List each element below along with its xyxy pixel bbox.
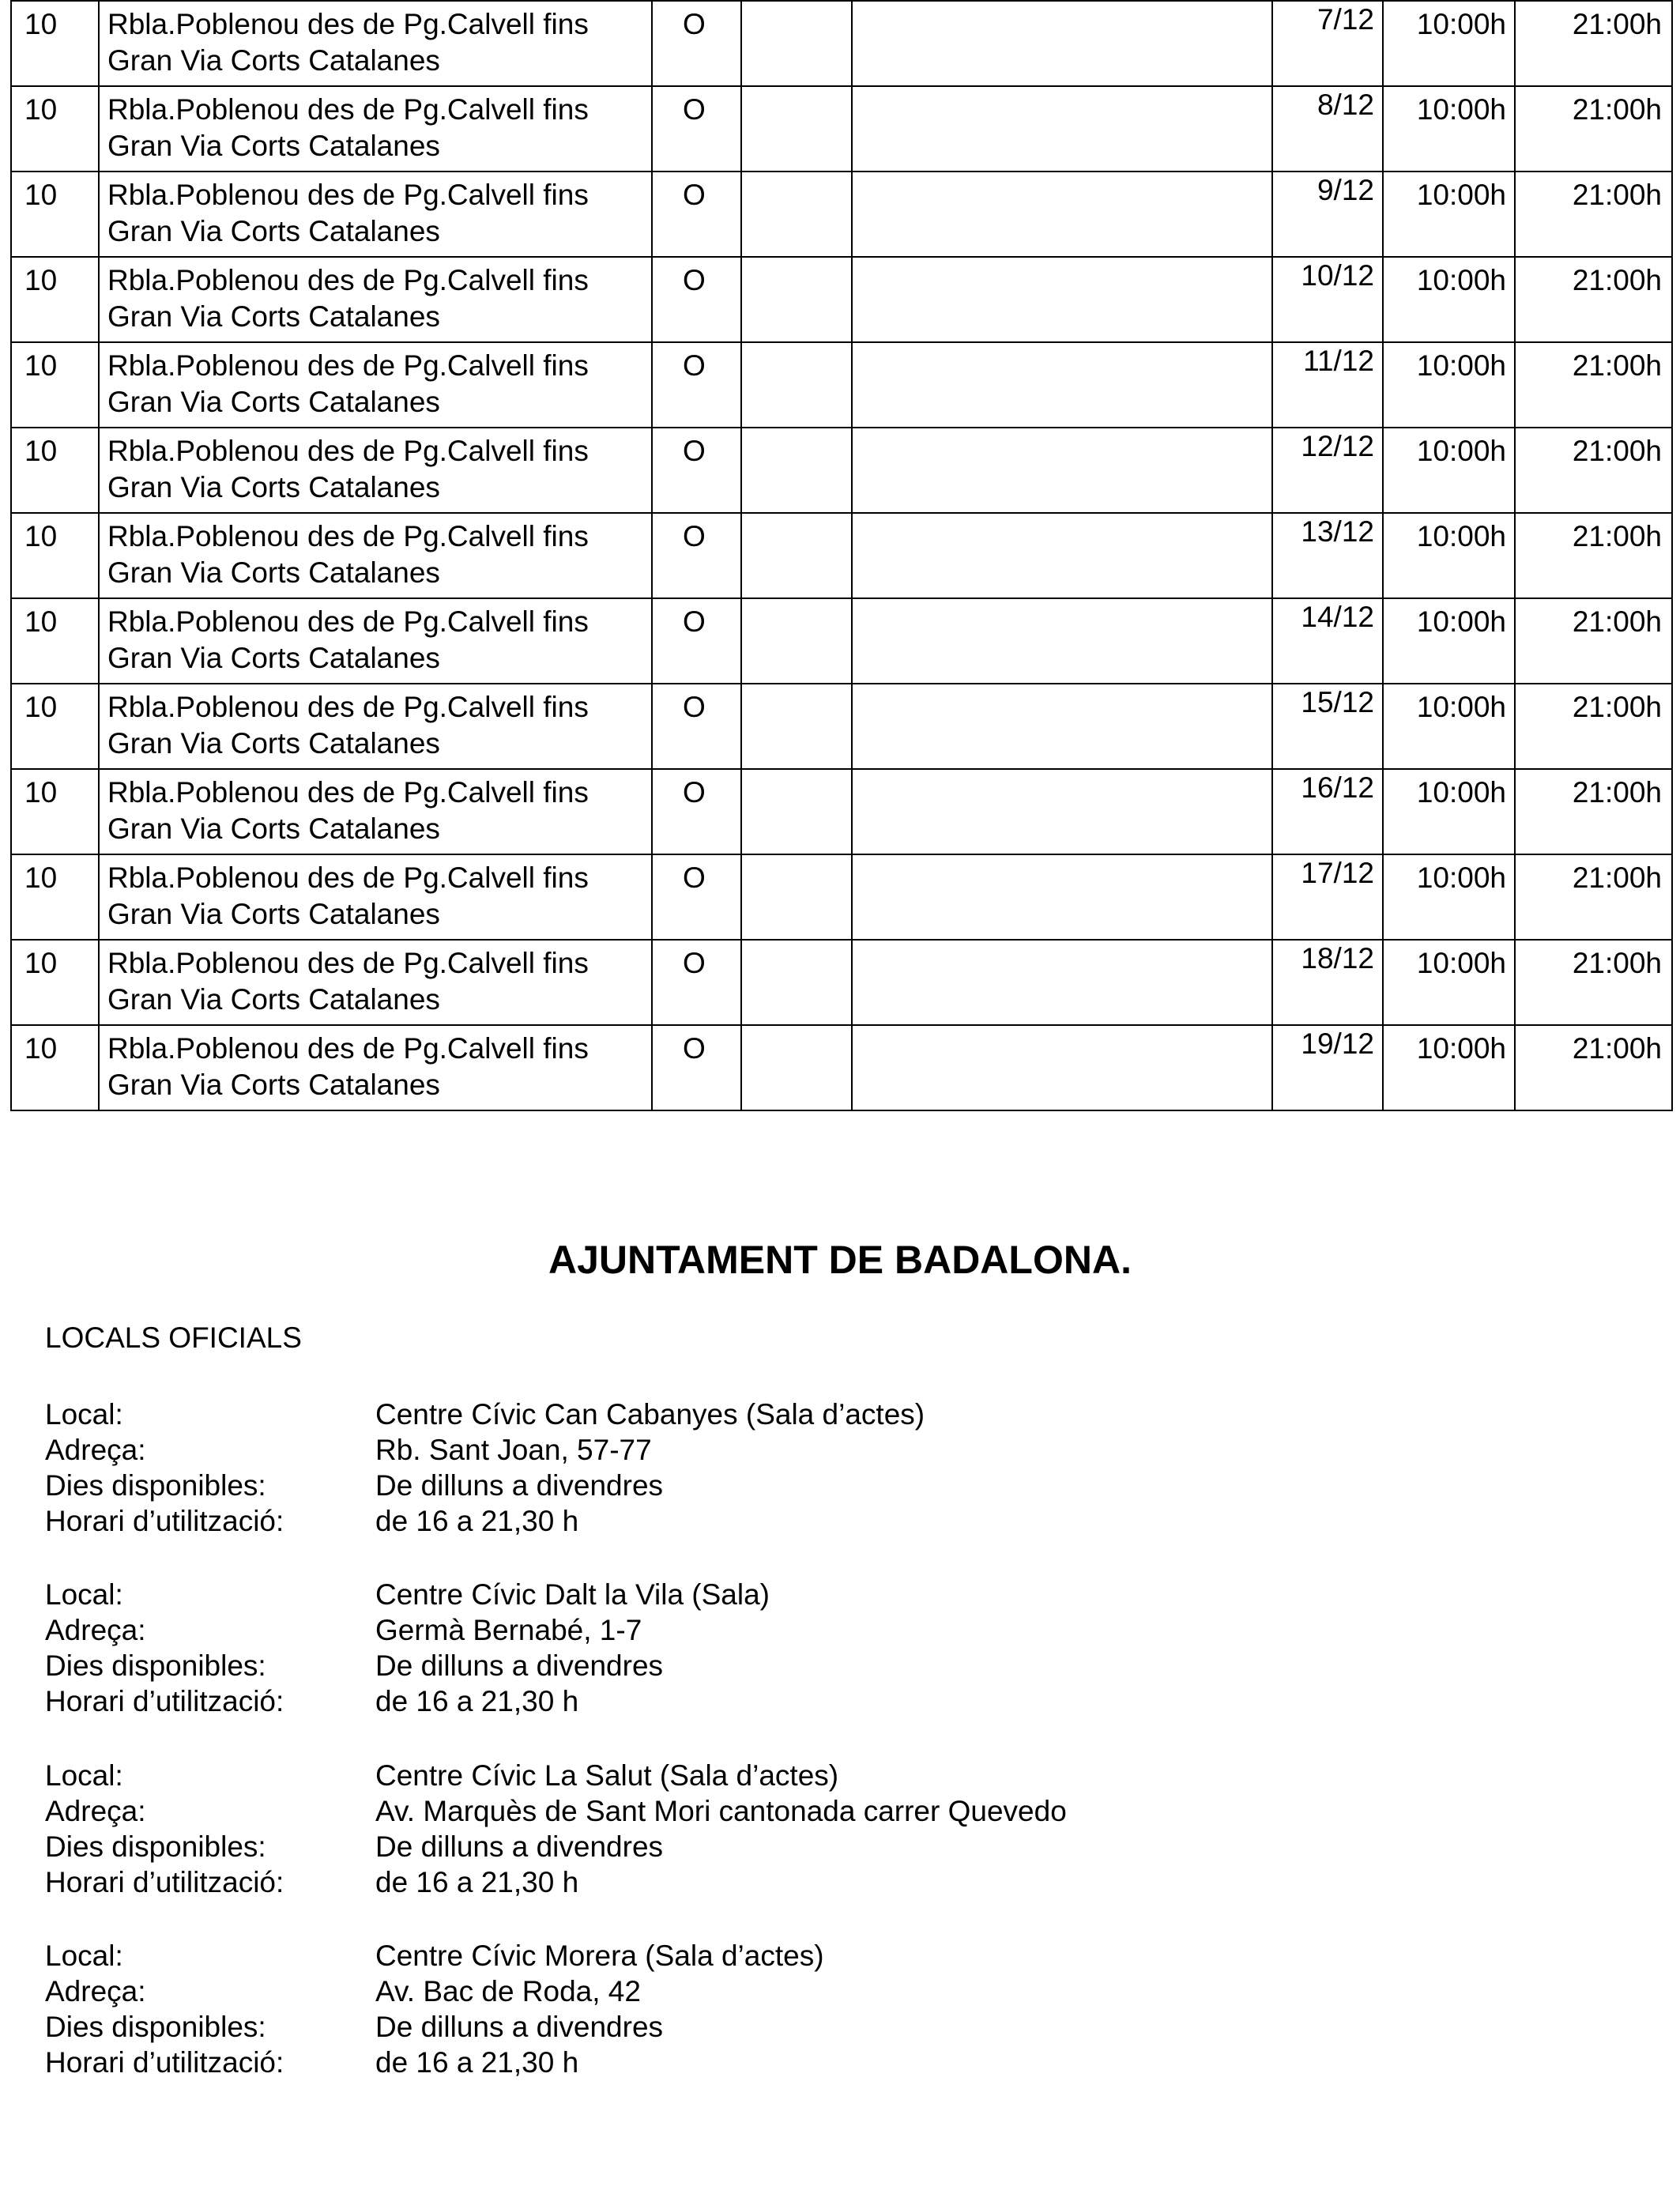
venue-available-days-value: De dilluns a divendres — [375, 1830, 664, 1863]
street-cell — [99, 172, 652, 257]
venue-usage-hours-row — [45, 1864, 1546, 1900]
empty-cell — [741, 513, 852, 598]
empty-cell — [852, 598, 1272, 684]
table-row — [11, 342, 1672, 428]
venue-usage-hours-value: de 16 a 21,30 h — [375, 2046, 579, 2079]
street-line-1: Rbla.Poblenou des de Pg.Calvell fins — [107, 8, 589, 40]
street-cell — [99, 854, 652, 940]
empty-cell — [741, 172, 852, 257]
empty-cell — [741, 1025, 852, 1110]
date-cell: 16/12 — [1272, 769, 1383, 854]
date-cell: 11/12 — [1272, 342, 1383, 428]
date-cell: 18/12 — [1272, 940, 1383, 1025]
zone-number-cell: 10 — [11, 769, 99, 854]
street-line-1: Rbla.Poblenou des de Pg.Calvell fins — [107, 691, 589, 723]
venue-local-label: Local: — [45, 1578, 123, 1611]
street-line-2: Gran Via Corts Catalanes — [107, 812, 440, 845]
street-cell — [99, 342, 652, 428]
street-line-1: Rbla.Poblenou des de Pg.Calvell fins — [107, 179, 589, 211]
street-cell — [99, 257, 652, 342]
mark-cell: O — [652, 86, 741, 172]
date-cell: 10/12 — [1272, 257, 1383, 342]
venue-usage-hours-label: Horari d’utilització: — [45, 1685, 284, 1717]
zone-number-cell: 10 — [11, 854, 99, 940]
start-time-cell: 10:00h — [1383, 684, 1515, 769]
table-row — [11, 86, 1672, 172]
mark-cell: O — [652, 1, 741, 86]
mark-cell: O — [652, 598, 741, 684]
end-time-cell: 21:00h — [1515, 257, 1672, 342]
zone-number-cell: 10 — [11, 1025, 99, 1110]
empty-cell — [852, 342, 1272, 428]
street-line-1: Rbla.Poblenou des de Pg.Calvell fins — [107, 93, 589, 126]
street-line-1: Rbla.Poblenou des de Pg.Calvell fins — [107, 1032, 589, 1065]
start-time-cell: 10:00h — [1383, 172, 1515, 257]
empty-cell — [741, 684, 852, 769]
end-time-cell: 21:00h — [1515, 769, 1672, 854]
start-time-cell: 10:00h — [1383, 1025, 1515, 1110]
venue-address-row — [45, 1793, 1546, 1829]
mark-cell: O — [652, 172, 741, 257]
table-row — [11, 769, 1672, 854]
venue-local-row — [45, 1758, 1546, 1793]
end-time-cell: 21:00h — [1515, 513, 1672, 598]
zone-number-cell: 10 — [11, 513, 99, 598]
venue-usage-hours-label: Horari d’utilització: — [45, 1866, 284, 1898]
venue-usage-hours-label: Horari d’utilització: — [45, 1505, 284, 1537]
street-line-2: Gran Via Corts Catalanes — [107, 386, 440, 418]
schedule-table — [10, 0, 1673, 1111]
street-line-2: Gran Via Corts Catalanes — [107, 300, 440, 333]
mark-cell: O — [652, 428, 741, 513]
venue-local-row — [45, 1577, 1546, 1612]
venue-usage-hours-label: Horari d’utilització: — [45, 2046, 284, 2079]
zone-number-cell: 10 — [11, 940, 99, 1025]
end-time-cell: 21:00h — [1515, 1025, 1672, 1110]
end-time-cell: 21:00h — [1515, 342, 1672, 428]
street-line-1: Rbla.Poblenou des de Pg.Calvell fins — [107, 349, 589, 382]
empty-cell — [852, 428, 1272, 513]
venue-available-days-value: De dilluns a divendres — [375, 1649, 664, 1682]
venue-local-value: Centre Cívic Dalt la Vila (Sala) — [375, 1578, 770, 1611]
empty-cell — [741, 854, 852, 940]
empty-cell — [741, 428, 852, 513]
end-time-cell: 21:00h — [1515, 86, 1672, 172]
table-row — [11, 172, 1672, 257]
venue-address-row — [45, 1432, 1546, 1468]
date-cell: 12/12 — [1272, 428, 1383, 513]
table-row — [11, 940, 1672, 1025]
street-line-2: Gran Via Corts Catalanes — [107, 556, 440, 589]
venue-local-label: Local: — [45, 1940, 123, 1972]
empty-cell — [852, 769, 1272, 854]
table-row — [11, 513, 1672, 598]
empty-cell — [852, 854, 1272, 940]
venue-usage-hours-value: de 16 a 21,30 h — [375, 1685, 579, 1717]
date-cell: 14/12 — [1272, 598, 1383, 684]
empty-cell — [741, 257, 852, 342]
venue-usage-hours-row — [45, 2045, 1546, 2080]
street-line-2: Gran Via Corts Catalanes — [107, 471, 440, 503]
empty-cell — [741, 86, 852, 172]
venue-local-value: Centre Cívic Can Cabanyes (Sala d’actes) — [375, 1398, 925, 1431]
venue-address-label: Adreça: — [45, 1795, 146, 1827]
zone-number-cell: 10 — [11, 257, 99, 342]
mark-cell: O — [652, 513, 741, 598]
street-line-1: Rbla.Poblenou des de Pg.Calvell fins — [107, 605, 589, 638]
street-line-2: Gran Via Corts Catalanes — [107, 898, 440, 930]
street-cell — [99, 513, 652, 598]
empty-cell — [741, 940, 852, 1025]
table-row — [11, 854, 1672, 940]
street-line-2: Gran Via Corts Catalanes — [107, 983, 440, 1016]
mark-cell: O — [652, 769, 741, 854]
venue-usage-hours-row — [45, 1503, 1546, 1539]
venue-address-label: Adreça: — [45, 1434, 146, 1466]
end-time-cell: 21:00h — [1515, 940, 1672, 1025]
end-time-cell: 21:00h — [1515, 172, 1672, 257]
start-time-cell: 10:00h — [1383, 342, 1515, 428]
mark-cell: O — [652, 854, 741, 940]
zone-number-cell: 10 — [11, 172, 99, 257]
venue-address-value: Av. Marquès de Sant Mori cantonada carrer Quevedo — [375, 1795, 1067, 1827]
mark-cell: O — [652, 257, 741, 342]
start-time-cell: 10:00h — [1383, 598, 1515, 684]
street-cell — [99, 598, 652, 684]
venue-usage-hours-row — [45, 1683, 1546, 1719]
venue-available-days-label: Dies disponibles: — [45, 1469, 266, 1502]
street-cell — [99, 769, 652, 854]
street-line-2: Gran Via Corts Catalanes — [107, 215, 440, 247]
mark-cell: O — [652, 684, 741, 769]
schedule-table-body — [11, 1, 1672, 1110]
org-title: AJUNTAMENT DE BADALONA. — [548, 1238, 1132, 1282]
venue-block — [45, 1577, 1546, 1719]
venue-address-label: Adreça: — [45, 1614, 146, 1646]
date-cell: 17/12 — [1272, 854, 1383, 940]
empty-cell — [852, 940, 1272, 1025]
empty-cell — [852, 513, 1272, 598]
venue-local-label: Local: — [45, 1759, 123, 1792]
mark-cell: O — [652, 940, 741, 1025]
empty-cell — [741, 598, 852, 684]
venue-available-days-row — [45, 1829, 1546, 1864]
start-time-cell: 10:00h — [1383, 1, 1515, 86]
venue-available-days-value: De dilluns a divendres — [375, 2011, 664, 2043]
end-time-cell: 21:00h — [1515, 428, 1672, 513]
end-time-cell: 21:00h — [1515, 684, 1672, 769]
venue-block — [45, 1397, 1546, 1539]
street-line-1: Rbla.Poblenou des de Pg.Calvell fins — [107, 947, 589, 979]
venue-address-value: Av. Bac de Roda, 42 — [375, 1975, 641, 2007]
street-line-2: Gran Via Corts Catalanes — [107, 44, 440, 77]
venue-available-days-row — [45, 2009, 1546, 2045]
venue-block — [45, 1758, 1546, 1900]
street-cell — [99, 86, 652, 172]
venue-local-value: Centre Cívic La Salut (Sala d’actes) — [375, 1759, 839, 1792]
venue-local-row — [45, 1397, 1546, 1432]
venue-available-days-label: Dies disponibles: — [45, 1830, 266, 1863]
mark-cell: O — [652, 342, 741, 428]
venue-usage-hours-value: de 16 a 21,30 h — [375, 1505, 579, 1537]
venue-available-days-label: Dies disponibles: — [45, 2011, 266, 2043]
street-line-1: Rbla.Poblenou des de Pg.Calvell fins — [107, 776, 589, 809]
date-cell: 8/12 — [1272, 86, 1383, 172]
street-line-1: Rbla.Poblenou des de Pg.Calvell fins — [107, 264, 589, 296]
street-line-1: Rbla.Poblenou des de Pg.Calvell fins — [107, 520, 589, 552]
street-line-2: Gran Via Corts Catalanes — [107, 727, 440, 760]
zone-number-cell: 10 — [11, 86, 99, 172]
start-time-cell: 10:00h — [1383, 940, 1515, 1025]
end-time-cell: 21:00h — [1515, 598, 1672, 684]
street-line-1: Rbla.Poblenou des de Pg.Calvell fins — [107, 861, 589, 894]
zone-number-cell: 10 — [11, 342, 99, 428]
venue-address-row — [45, 1973, 1546, 2009]
table-row — [11, 257, 1672, 342]
zone-number-cell: 10 — [11, 684, 99, 769]
start-time-cell: 10:00h — [1383, 513, 1515, 598]
table-row — [11, 1, 1672, 86]
date-cell: 7/12 — [1272, 1, 1383, 86]
venue-available-days-row — [45, 1648, 1546, 1683]
date-cell: 15/12 — [1272, 684, 1383, 769]
venue-available-days-row — [45, 1468, 1546, 1503]
empty-cell — [852, 257, 1272, 342]
venue-address-value: Rb. Sant Joan, 57-77 — [375, 1434, 652, 1466]
street-cell — [99, 1025, 652, 1110]
venue-address-row — [45, 1612, 1546, 1648]
start-time-cell: 10:00h — [1383, 769, 1515, 854]
venue-block — [45, 1938, 1546, 2080]
street-line-2: Gran Via Corts Catalanes — [107, 642, 440, 674]
date-cell: 13/12 — [1272, 513, 1383, 598]
zone-number-cell: 10 — [11, 428, 99, 513]
venue-address-label: Adreça: — [45, 1975, 146, 2007]
empty-cell — [741, 1, 852, 86]
mark-cell: O — [652, 1025, 741, 1110]
date-cell: 19/12 — [1272, 1025, 1383, 1110]
venue-address-value: Germà Bernabé, 1-7 — [375, 1614, 642, 1646]
venue-local-label: Local: — [45, 1398, 123, 1431]
table-row — [11, 428, 1672, 513]
venue-local-value: Centre Cívic Morera (Sala d’actes) — [375, 1940, 824, 1972]
venue-available-days-label: Dies disponibles: — [45, 1649, 266, 1682]
empty-cell — [852, 684, 1272, 769]
table-row — [11, 1025, 1672, 1110]
empty-cell — [852, 1025, 1272, 1110]
street-line-2: Gran Via Corts Catalanes — [107, 1069, 440, 1101]
table-row — [11, 684, 1672, 769]
start-time-cell: 10:00h — [1383, 257, 1515, 342]
start-time-cell: 10:00h — [1383, 86, 1515, 172]
empty-cell — [852, 172, 1272, 257]
street-cell — [99, 428, 652, 513]
end-time-cell: 21:00h — [1515, 1, 1672, 86]
end-time-cell: 21:00h — [1515, 854, 1672, 940]
street-line-2: Gran Via Corts Catalanes — [107, 130, 440, 162]
zone-number-cell: 10 — [11, 598, 99, 684]
table-row — [11, 598, 1672, 684]
empty-cell — [852, 86, 1272, 172]
venue-usage-hours-value: de 16 a 21,30 h — [375, 1866, 579, 1898]
start-time-cell: 10:00h — [1383, 854, 1515, 940]
street-cell — [99, 1, 652, 86]
zone-number-cell: 10 — [11, 1, 99, 86]
empty-cell — [852, 1, 1272, 86]
street-cell — [99, 684, 652, 769]
venue-available-days-value: De dilluns a divendres — [375, 1469, 664, 1502]
date-cell: 9/12 — [1272, 172, 1383, 257]
street-cell — [99, 940, 652, 1025]
section-title: LOCALS OFICIALS — [45, 1321, 302, 1354]
street-line-1: Rbla.Poblenou des de Pg.Calvell fins — [107, 435, 589, 467]
start-time-cell: 10:00h — [1383, 428, 1515, 513]
venue-local-row — [45, 1938, 1546, 1973]
empty-cell — [741, 769, 852, 854]
empty-cell — [741, 342, 852, 428]
